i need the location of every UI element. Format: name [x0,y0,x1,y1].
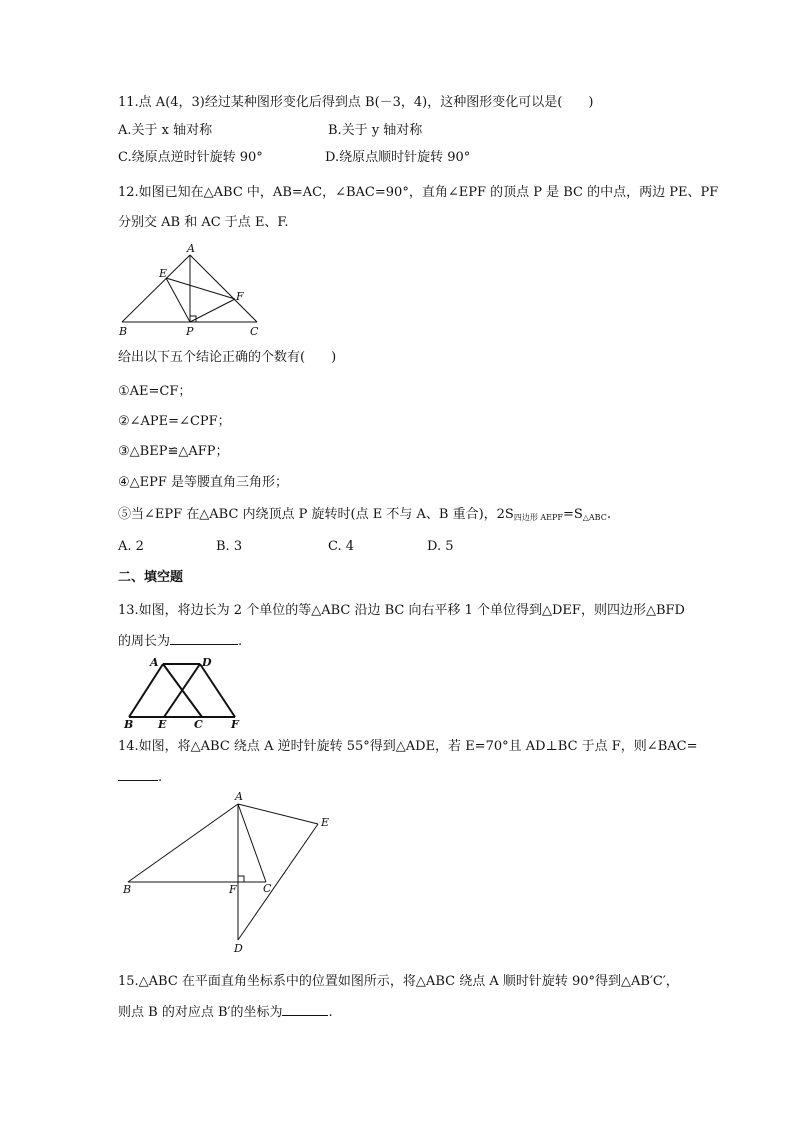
q12-option-c[interactable]: C. 4 [328,539,355,554]
label-f: F [231,718,239,730]
label-e: E [321,816,330,829]
q13-figure [118,654,250,730]
segment-ef [166,278,235,299]
q14-answer-blank[interactable] [118,768,158,781]
segment-ac [238,804,266,882]
q13-stem-line1: 13.如图，将边长为 2 个单位的等△ABC 沿边 BC 向右平移 1 个单位得到△DEF，则四边形△BFD [118,603,685,618]
q15-answer-blank[interactable] [282,1003,328,1016]
q11-option-b[interactable]: B.关于 y 轴对称 [328,123,423,138]
c5-mid: =S [562,507,583,522]
label-b: B [124,718,134,730]
q13-stem-line2 [118,632,242,651]
q11-option-c[interactable]: C.绕原点逆时针旋转 90° [118,150,263,165]
q14-figure [118,788,338,956]
q14-stem-line2 [118,768,162,787]
q12-conclusion-3: ③△BEP≌△AFP； [118,444,229,459]
right-angle-mark [238,876,244,882]
label-f: F [229,883,237,896]
q13-stem-text: 的周长为 [118,634,171,649]
c5-sub-quad: 四边形 AEPF [513,513,563,522]
label-c: C [263,882,272,895]
label-a: A [150,656,159,669]
q15-stem-line2 [118,1003,333,1022]
q13-stem-end: . [238,634,243,649]
q12-prompt: 给出以下五个结论正确的个数有( ) [118,350,337,365]
c5-sub-tri: △ABC [582,513,607,522]
label-d: D [202,656,212,669]
q15-stem-line1: 15.△ABC 在平面直角坐标系中的位置如图所示，将△ABC 绕点 A 顺时针旋转 90°得到△AB′C′， [118,974,679,989]
q12-conclusion-5 [118,506,611,527]
segment-df [200,664,235,717]
c5-end: . [606,507,611,522]
q12-option-b[interactable]: B. 3 [216,539,243,554]
q11-option-d[interactable]: D.绕原点顺时针旋转 90° [325,150,471,165]
label-p: P [186,325,194,338]
segment-ab [128,804,238,882]
label-e: E [159,267,168,280]
label-b: B [119,325,128,338]
q12-figure [112,240,272,340]
q12-stem-line1: 12.如图已知在△ABC 中，AB=AC，∠BAC=90°，直角∠EPF 的顶点 P 是 BC 的中点，两边 PE、PF [118,185,719,200]
q15-stem-end: . [328,1005,333,1020]
label-e: E [158,718,167,730]
label-f: F [236,290,244,303]
label-a: A [235,790,243,803]
q13-answer-blank[interactable] [170,632,238,645]
label-b: B [123,883,132,896]
q12-conclusion-1: ①AE=CF； [118,384,192,399]
label-a: A [187,242,195,255]
segment-ab [122,255,190,322]
q11-stem: 11.点 A(4，3)经过某种图形变化后得到点 B(－3，4)，这种图形变化可以是( ) [118,95,594,110]
q12-stem-line2: 分别交 AB 和 AC 于点 E、F. [118,215,289,230]
segment-ba [129,664,163,717]
q12-option-a[interactable]: A. 2 [118,539,144,554]
section-heading: 二、填空题 [118,570,184,585]
q12-conclusion-2: ②∠APE=∠CPF； [118,414,231,429]
label-c: C [250,325,259,338]
q11-option-a[interactable]: A.关于 x 轴对称 [118,123,213,138]
segment-ae [238,804,318,824]
c5-main: ⑤当∠EPF 在△ABC 内绕顶点 P 旋转时(点 E 不与 A、B 重合)，2S [118,507,514,522]
q14-stem-line1: 14.如图，将△ABC 绕点 A 逆时针旋转 55°得到△ADE，若 E=70°且 AD⊥BC 于点 F，则∠BAC= [118,739,698,754]
label-d: D [234,942,243,955]
label-c: C [194,718,203,730]
q14-stem-end: . [158,770,163,785]
q15-stem-text: 则点 B 的对应点 B′的坐标为 [118,1005,283,1020]
segment-pf [190,299,235,322]
q12-conclusion-4: ④△EPF 是等腰直角三角形； [118,475,289,490]
q12-option-d[interactable]: D. 5 [427,539,454,554]
